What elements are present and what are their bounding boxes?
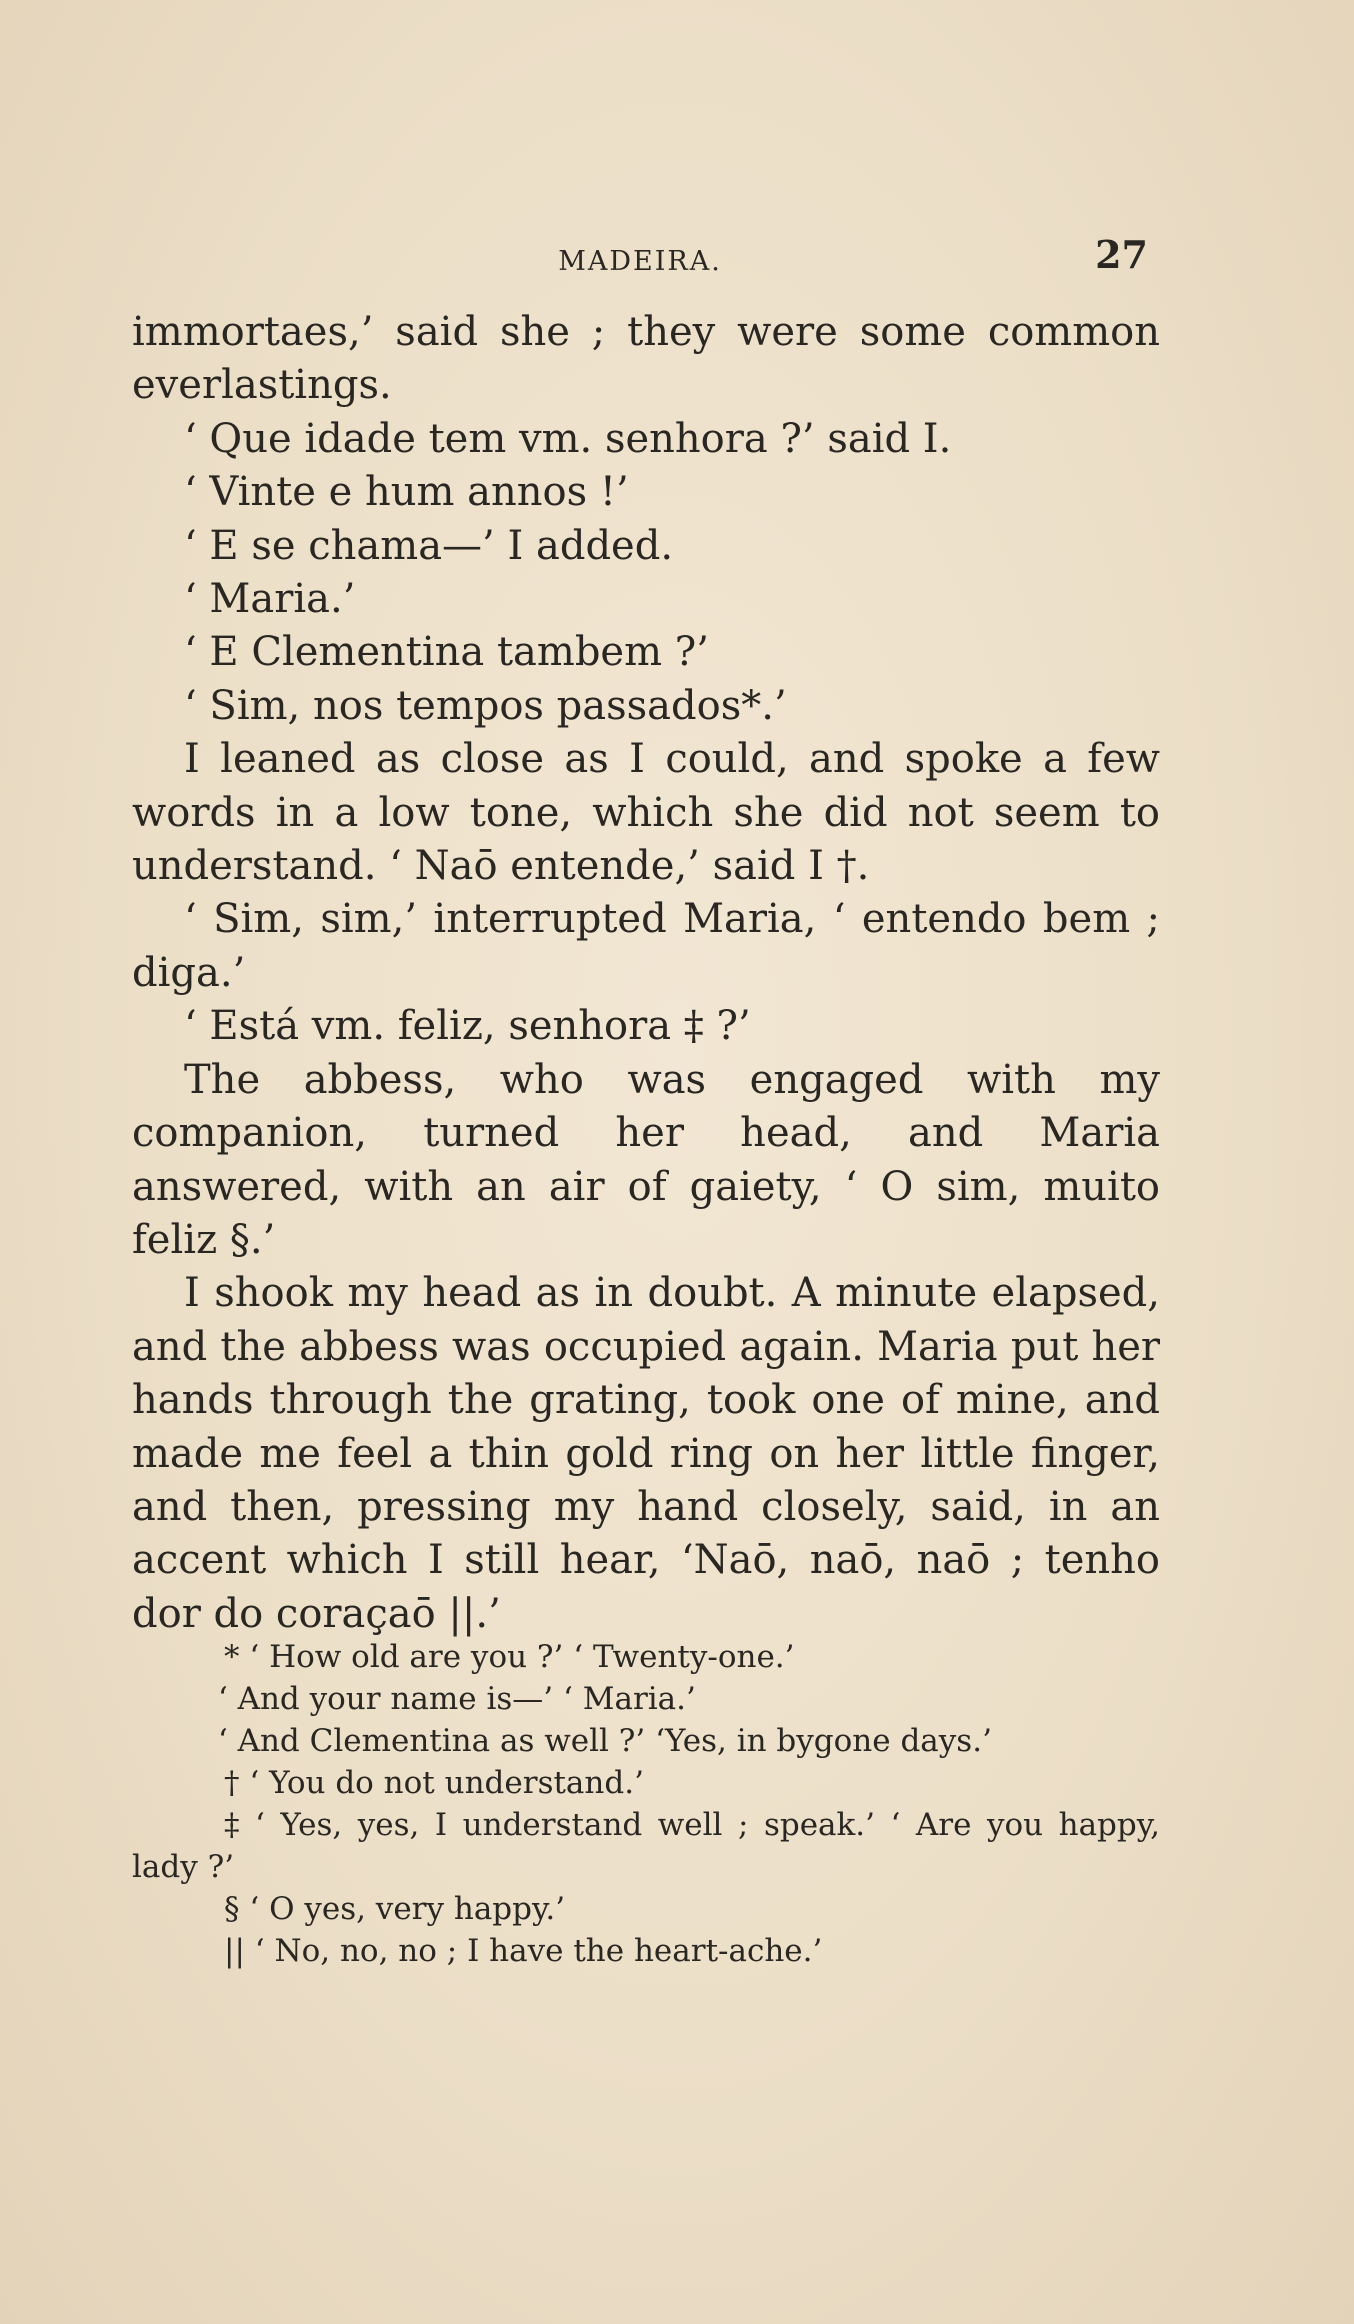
paragraph: immortaes,’ said she ; they were some common everlastings. — [132, 309, 1160, 409]
paragraph: ‘ E Clementina tambem ?’ — [184, 629, 709, 676]
footnote-mark: * — [224, 1639, 240, 1675]
footnote — [132, 1804, 1160, 1888]
footnote-text: ‘ How old are you ?’ ‘ Twenty-one.’ — [249, 1639, 795, 1675]
paragraph: ‘ Maria.’ — [184, 576, 356, 623]
paragraph: I shook my head as in doubt. A minute elapsed, and the abbess was occupied again. Maria put her hands through the grating, took one of mine, and made me feel a thin gold ring on her little finger, and then, pressing my hand closely, said, in an accent which I still hear, ‘Naō, naō, naō ; tenho dor do coraçaō ||.’ — [132, 1270, 1160, 1637]
page-header — [130, 232, 1150, 282]
footnotes — [132, 1636, 1160, 1972]
footnote-text: ‘ You do not understand.’ — [249, 1765, 644, 1801]
footnote-mark: ‡ — [224, 1807, 240, 1843]
paragraph: ‘ Que idade tem vm. senhora ?’ said I. — [184, 415, 952, 462]
footnote — [132, 1720, 1160, 1762]
footnote — [132, 1636, 1160, 1678]
paragraph: The abbess, who was engaged with my companion, turned her head, and Maria answered, with an air of gaiety, ‘ O sim, muito feliz §.’ — [132, 1056, 1160, 1263]
footnote-text: ‘ And Clementina as well ?’ ‘Yes, in bygone days.’ — [217, 1723, 992, 1759]
footnote-mark: || — [224, 1933, 245, 1969]
footnote-text: ‘ No, no, no ; I have the heart-ache.’ — [254, 1933, 823, 1969]
footnote-mark: † — [224, 1765, 240, 1801]
paragraph: ‘ E se chama—’ I added. — [184, 522, 674, 569]
page-number: 27 — [1095, 232, 1148, 277]
paragraph: ‘ Sim, nos tempos passados*.’ — [184, 682, 787, 729]
paragraph: ‘ Sim, sim,’ interrupted Maria, ‘ entendo bem ; diga.’ — [132, 896, 1160, 996]
footnote-mark: § — [224, 1891, 240, 1927]
paragraph: I leaned as close as I could, and spoke a few words in a low tone, which she did not seem to understand. ‘ Naō entende,’ said I †. — [132, 736, 1160, 890]
running-head: MADEIRA. — [558, 246, 722, 277]
footnote — [132, 1678, 1160, 1720]
paragraph: ‘ Vinte e hum annos !’ — [184, 469, 629, 516]
footnote — [132, 1930, 1160, 1972]
footnote — [132, 1762, 1160, 1804]
footnote-text: ‘ O yes, very happy.’ — [249, 1891, 566, 1927]
paragraph: ‘ Está vm. feliz, senhora ‡ ?’ — [184, 1003, 751, 1050]
body-text — [132, 306, 1160, 1641]
footnote — [132, 1888, 1160, 1930]
footnote-text: ‘ And your name is—’ ‘ Maria.’ — [217, 1681, 696, 1717]
footnote-text: ‘ Yes, yes, I understand well ; speak.’ ‘ Are you happy, lady ?’ — [132, 1807, 1160, 1885]
